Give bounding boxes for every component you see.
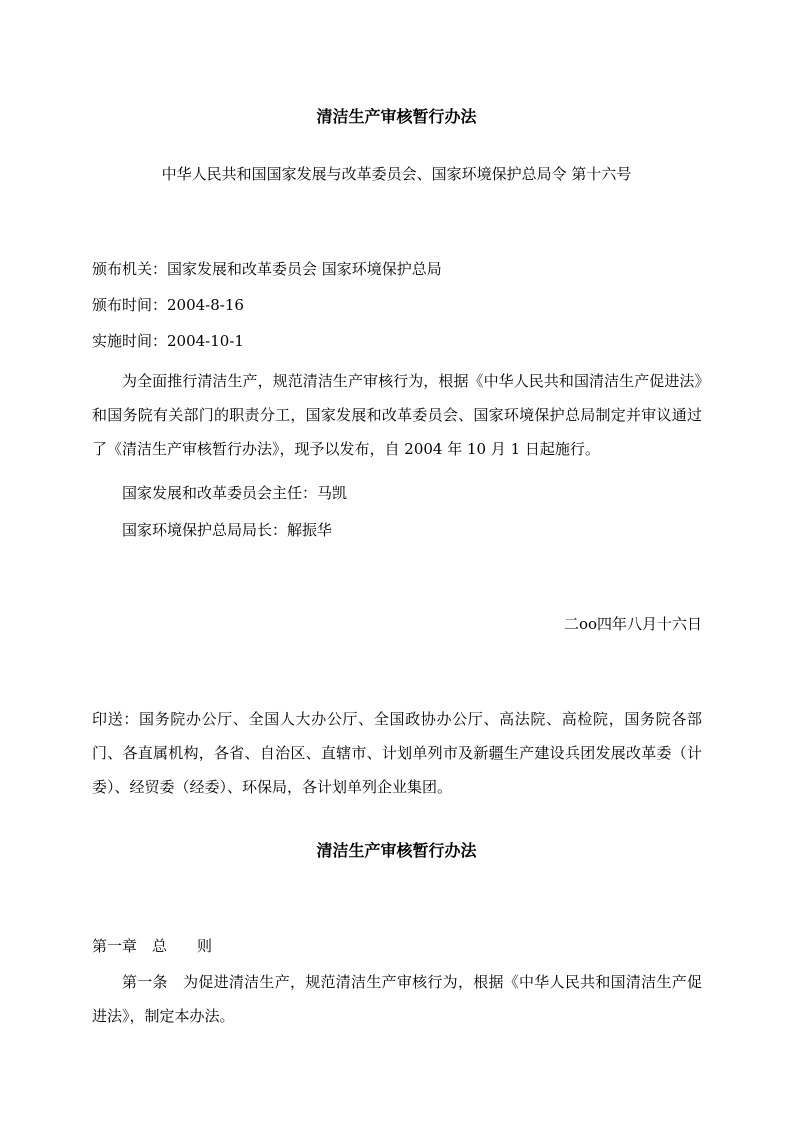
effective-date: 实施时间：2004-10-1 (92, 332, 244, 350)
section-title: 清洁生产审核暂行办法 (316, 841, 477, 860)
signatory-sepa: 国家环境保护总局局长：解振华 (122, 521, 333, 539)
signatory-ndrc: 国家发展和改革委员会主任：马凯 (122, 484, 348, 502)
document-title: 清洁生产审核暂行办法 (316, 107, 477, 126)
order-number-line: 中华人民共和国国家发展与改革委员会、国家环境保护总局令 第十六号 (161, 165, 632, 183)
issuing-authority: 颁布机关：国家发展和改革委员会 国家环境保护总局 (92, 260, 442, 278)
issue-date: 颁布时间：2004-8-16 (92, 296, 244, 314)
chapter-heading: 第一章 总 则 (92, 937, 213, 955)
distribution-paragraph: 印送：国务院办公厅、全国人大办公厅、全国政协办公厅、高法院、高检院，国务院各部门、各直属机构，各省、自治区、直辖市、计划单列市及新疆生产建设兵团发展改革委（计委）、经贸委（经委）、环保局，各计划单列企业集团。 (92, 710, 702, 796)
article-paragraph: 第一条 为促进清洁生产，规范清洁生产审核行为，根据《中华人民共和国清洁生产促进法》，制定本办法。 (92, 973, 702, 1025)
signing-date: 二oo四年八月十六日 (563, 615, 702, 633)
preamble-paragraph: 为全面推行清洁生产，规范清洁生产审核行为，根据《中华人民共和国清洁生产促进法》和国务院有关部门的职责分工，国家发展和改革委员会、国家环境保护总局制定并审议通过了《清洁生产审核暂行办法》，现予以发布，自 2004 年 10 月 1 日起施行。 (92, 372, 702, 458)
